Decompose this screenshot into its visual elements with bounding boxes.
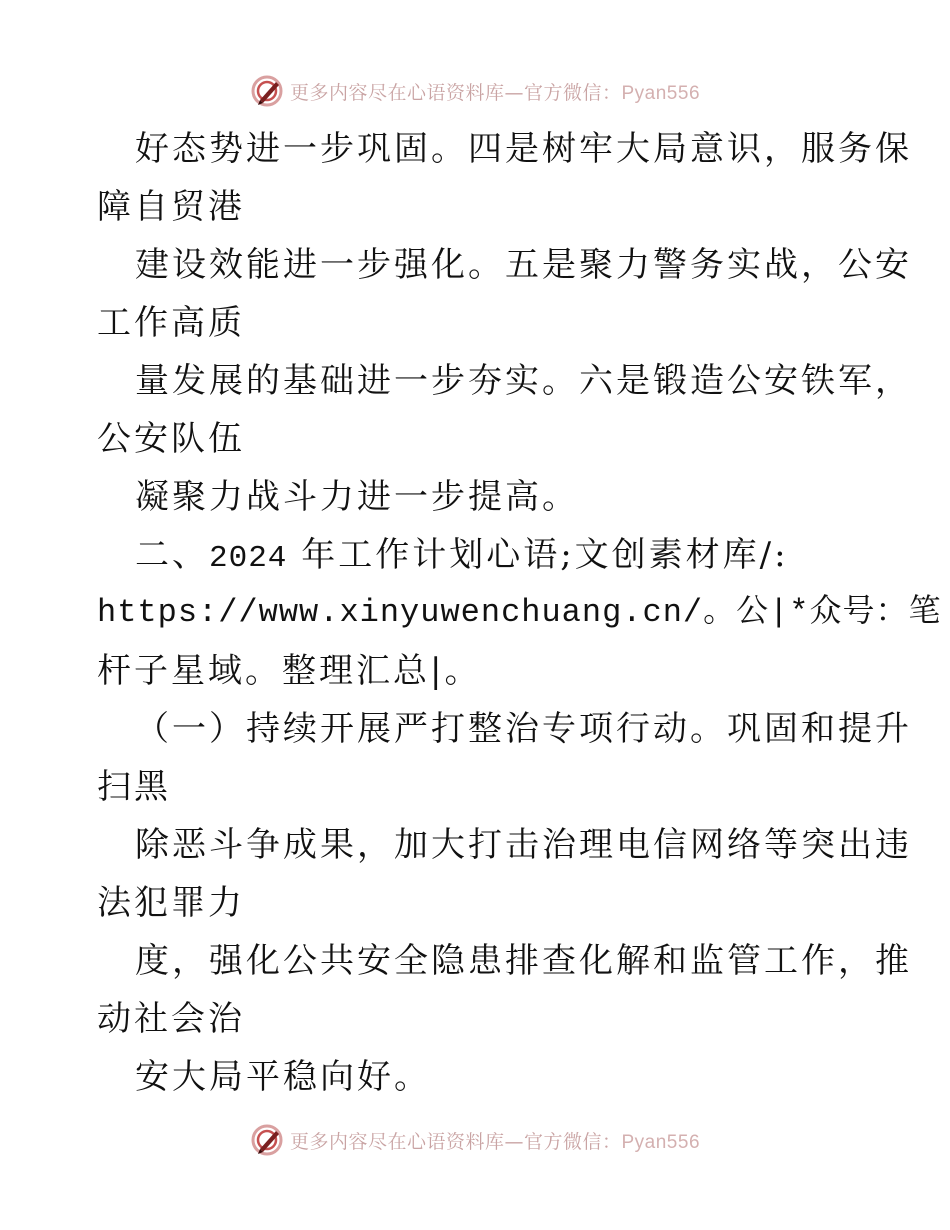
text-line: 扫黑 — [97, 767, 171, 807]
text-line: 凝聚力战斗力进一步提高。 — [135, 477, 579, 517]
subsection-heading: （一）持续开展严打整治专项行动。巩固和提升 — [135, 709, 912, 749]
section-year: 2024 — [209, 541, 288, 576]
text-line: 动社会治 — [97, 999, 245, 1039]
text-line: 工作高质 — [97, 303, 245, 343]
text-line: 公安队伍 — [97, 419, 245, 459]
text-line: 好态势进一步巩固。四是树牢大局意识，服务保 — [135, 129, 912, 169]
document-body — [97, 120, 942, 1106]
text-line: 度，强化公共安全隐患排查化解和监管工作，推 — [135, 941, 912, 981]
header-watermark — [0, 71, 950, 111]
section-title: 年工作计划心语;文创素材库/: — [287, 535, 789, 575]
text-line: 除恶斗争成果，加大打击治理电信网络等突出违 — [135, 825, 912, 865]
section-heading — [97, 526, 857, 584]
url-line: https://www.xinyuwenchuang.cn/。公|*众号：笔 — [97, 594, 942, 631]
footer-watermark — [0, 1120, 950, 1160]
text-line: 法犯罪力 — [97, 883, 245, 923]
section-number: 二、 — [135, 535, 209, 575]
watermark-text: 更多内容尽在心语资料库—官方微信：Pyan556 — [289, 81, 701, 104]
text-line: 量发展的基础进一步夯实。六是锻造公安铁军， — [135, 361, 912, 401]
text-line: 建设效能进一步强化。五是聚力警务实战，公安 — [135, 245, 912, 285]
text-line: 安大局平稳向好。 — [135, 1057, 431, 1097]
text-line: 障自贸港 — [97, 187, 245, 227]
watermark-text: 更多内容尽在心语资料库—官方微信：Pyan556 — [289, 1130, 701, 1153]
pen-logo-icon — [250, 74, 284, 108]
pen-logo-icon — [250, 1123, 284, 1157]
text-line: 杆子星域。整理汇总|。 — [97, 651, 482, 691]
